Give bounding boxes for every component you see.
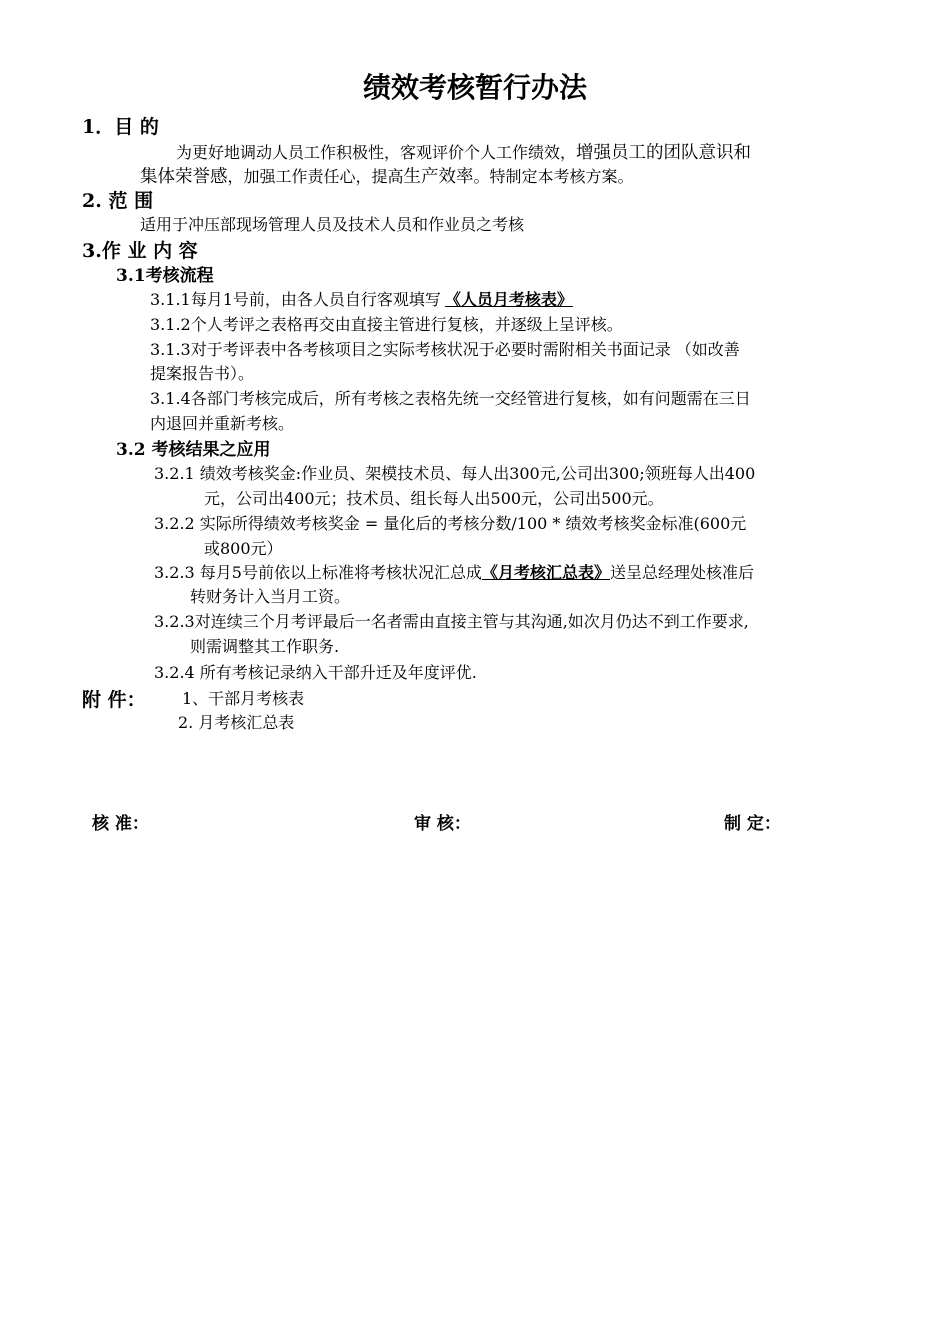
form-reference-personnel: 《人员月考核表》 — [444, 290, 573, 309]
item-3-2-1-line-2: 元，公司出400元；技术员、组长每人出500元，公司出500元。 — [204, 489, 664, 508]
item-3-2-1-line-1: 3.2.1 绩效考核奖金:作业员、架模技术员、每人出300元,公司出300;领班每人出400 — [154, 464, 756, 483]
document-title: 绩效考核暂行办法 — [362, 71, 587, 104]
subsection-3-1-heading: 3.1考核流程 — [116, 266, 214, 286]
signature-review-label: 审 核： — [414, 814, 471, 834]
section-2-text: 适用于冲压部现场管理人员及技术人员和作业员之考核 — [140, 215, 525, 234]
signature-approve-label: 核 准： — [92, 814, 149, 834]
item-3-1-1 — [150, 287, 573, 310]
item-3-1-4-line-1: 3.1.4各部门考核完成后，所有考核之表格先统一交经管进行复核，如有问题需在三日 — [150, 389, 751, 408]
section-1-text-line-2 — [140, 163, 634, 188]
item-3-2-3-text-c: 送呈总经理处核准后 — [610, 563, 755, 582]
item-3-1-3-line-2: 提案报告书）。 — [150, 364, 255, 383]
section-3-heading: 3.作 业 内 容 — [82, 240, 198, 262]
item-3-1-2: 3.1.2个人考评之表格再交由直接主管进行复核，并逐级上呈评核。 — [150, 315, 623, 334]
item-3-2-4: 3.2.4 所有考核记录纳入干部升迁及年度评优. — [154, 663, 477, 682]
item-3-2-2-line-2: 或800元） — [204, 539, 283, 558]
item-3-2-2-line-1: 3.2.2 实际所得绩效考核奖金 = 量化后的考核分数/100 * 绩效考核奖金标准(600元 — [154, 514, 747, 533]
item-3-1-4-line-2: 内退回并重新考核。 — [150, 414, 295, 433]
item-3-2-3b-line-1: 3.2.3对连续三个月考评最后一名者需由直接主管与其沟通,如次月仍达不到工作要求, — [154, 612, 749, 631]
attachment-item-2: 2. 月考核汇总表 — [178, 713, 295, 732]
section-1-heading: 1．目 的 — [82, 116, 159, 138]
section-1-text-1a: 为更好地调动人员工作积极性，客观评价个人工作绩效， — [176, 143, 577, 162]
item-3-2-3b-line-2: 则需调整其工作职务. — [190, 637, 340, 656]
item-3-2-3 — [154, 560, 754, 583]
section-1-text-1b: 增强员工的团队意识和 — [576, 143, 752, 163]
signature-prepare-label: 制 定： — [724, 814, 781, 834]
form-reference-summary: 《月考核汇总表》 — [481, 563, 610, 582]
item-3-1-1-text: 3.1.1每月1号前，由各人员自行客观填写 — [150, 290, 441, 309]
attachments-label: 附 件： — [82, 689, 146, 711]
attachment-item-1: 1、干部月考核表 — [182, 689, 305, 708]
item-3-1-3-line-1: 3.1.3对于考评表中各考核项目之实际考核状况于必要时需附相关书面记录 （如改善 — [150, 340, 740, 359]
subsection-3-2-heading: 3.2 考核结果之应用 — [116, 440, 271, 460]
section-2-heading: 2. 范 围 — [82, 190, 154, 212]
section-1-text-2c: 生产效率 — [403, 167, 474, 187]
section-1-text-2b: ，加强工作责任心，提高 — [227, 167, 404, 186]
section-1-text-2a: 集体荣誉感 — [140, 167, 228, 187]
item-3-2-3-line-2: 转财务计入当月工资。 — [190, 587, 351, 606]
item-3-2-3-text-a: 3.2.3 每月5号前依以上标准将考核状况汇总成 — [154, 563, 482, 582]
section-1-text-2d: 。特制定本考核方案。 — [473, 167, 634, 186]
section-1-text-line-1 — [176, 139, 751, 164]
